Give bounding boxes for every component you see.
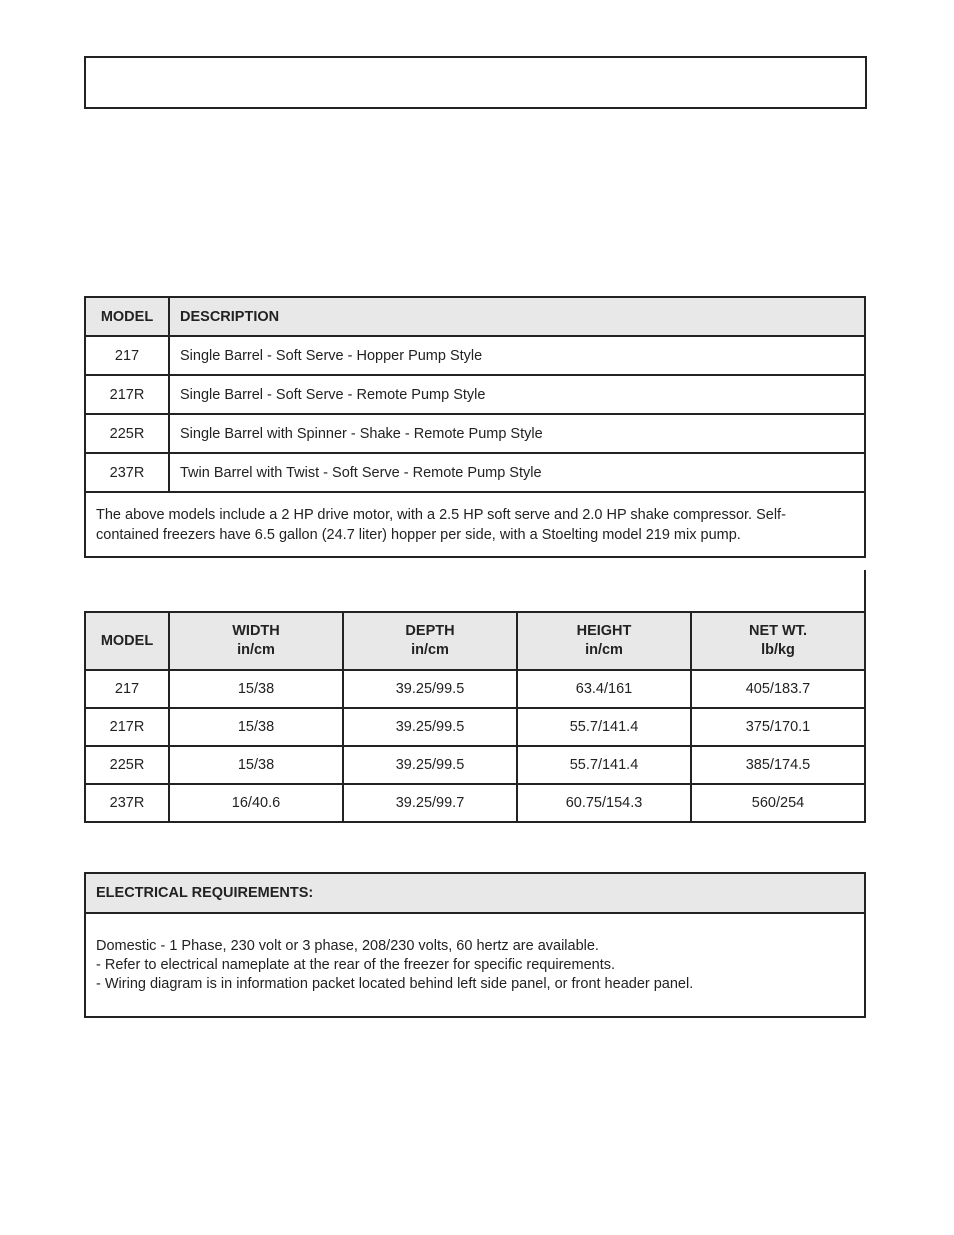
table-row bbox=[85, 708, 865, 746]
depth-column-header bbox=[343, 612, 517, 670]
table-row bbox=[85, 670, 865, 708]
netwt-cell: 405/183.7 bbox=[691, 670, 865, 708]
depth-header-label: DEPTH bbox=[405, 623, 455, 639]
height-column-header bbox=[517, 612, 691, 670]
electrical-requirements-table bbox=[84, 872, 866, 1018]
height-header-label: HEIGHT bbox=[576, 623, 632, 639]
table-row bbox=[85, 913, 865, 1017]
netwt-header-unit: lb/kg bbox=[761, 642, 795, 658]
depth-cell: 39.25/99.7 bbox=[343, 784, 517, 822]
height-cell: 55.7/141.4 bbox=[517, 708, 691, 746]
netwt-cell: 560/254 bbox=[691, 784, 865, 822]
description-cell: Single Barrel - Soft Serve - Remote Pump Style bbox=[169, 375, 865, 414]
model-cell: 237R bbox=[85, 453, 169, 492]
table-connector bbox=[864, 570, 866, 612]
width-cell: 15/38 bbox=[169, 670, 343, 708]
model-cell: 237R bbox=[85, 784, 169, 822]
depth-cell: 39.25/99.5 bbox=[343, 670, 517, 708]
table-row bbox=[85, 746, 865, 784]
model-column-header: MODEL bbox=[85, 297, 169, 336]
netwt-header-label: NET WT. bbox=[749, 623, 807, 639]
description-cell: Single Barrel with Spinner - Shake - Remote Pump Style bbox=[169, 414, 865, 453]
model-cell: 225R bbox=[85, 414, 169, 453]
description-cell: Twin Barrel with Twist - Soft Serve - Remote Pump Style bbox=[169, 453, 865, 492]
netwt-column-header bbox=[691, 612, 865, 670]
model-cell: 217 bbox=[85, 670, 169, 708]
title-box bbox=[84, 56, 867, 109]
note-row bbox=[85, 492, 865, 557]
description-column-header: DESCRIPTION bbox=[169, 297, 865, 336]
electrical-line: Domestic - 1 Phase, 230 volt or 3 phase, 208/230 volts, 60 hertz are available. bbox=[96, 937, 599, 954]
width-header-label: WIDTH bbox=[232, 623, 280, 639]
description-cell: Single Barrel - Soft Serve - Hopper Pump Style bbox=[169, 336, 865, 375]
model-cell: 217 bbox=[85, 336, 169, 375]
model-cell: 225R bbox=[85, 746, 169, 784]
height-header-unit: in/cm bbox=[585, 642, 623, 658]
electrical-heading: ELECTRICAL REQUIREMENTS: bbox=[85, 873, 865, 913]
model-column-header: MODEL bbox=[85, 612, 169, 670]
height-cell: 63.4/161 bbox=[517, 670, 691, 708]
netwt-cell: 375/170.1 bbox=[691, 708, 865, 746]
width-cell: 16/40.6 bbox=[169, 784, 343, 822]
table-header-row bbox=[85, 612, 865, 670]
table-header-row bbox=[85, 297, 865, 336]
table-row bbox=[85, 784, 865, 822]
table-row bbox=[85, 375, 865, 414]
models-note-line: The above models include a 2 HP drive motor, with a 2.5 HP soft serve and 2.0 HP shake compressor. Self- bbox=[96, 506, 786, 523]
electrical-line: - Refer to electrical nameplate at the rear of the freezer for specific requirements. bbox=[96, 956, 616, 973]
model-cell: 217R bbox=[85, 708, 169, 746]
table-row bbox=[85, 453, 865, 492]
table-header-row bbox=[85, 873, 865, 913]
netwt-cell: 385/174.5 bbox=[691, 746, 865, 784]
depth-header-unit: in/cm bbox=[411, 642, 449, 658]
electrical-details bbox=[85, 913, 865, 1017]
table-row bbox=[85, 336, 865, 375]
depth-cell: 39.25/99.5 bbox=[343, 708, 517, 746]
width-header-unit: in/cm bbox=[237, 642, 275, 658]
models-note bbox=[85, 492, 865, 557]
dimensions-table bbox=[84, 611, 866, 823]
height-cell: 60.75/154.3 bbox=[517, 784, 691, 822]
width-cell: 15/38 bbox=[169, 708, 343, 746]
models-note-line: contained freezers have 6.5 gallon (24.7 liter) hopper per side, with a Stoelting model 219 mix pump. bbox=[96, 526, 741, 543]
width-cell: 15/38 bbox=[169, 746, 343, 784]
table-row bbox=[85, 414, 865, 453]
models-table bbox=[84, 296, 866, 558]
height-cell: 55.7/141.4 bbox=[517, 746, 691, 784]
model-cell: 217R bbox=[85, 375, 169, 414]
depth-cell: 39.25/99.5 bbox=[343, 746, 517, 784]
electrical-line: - Wiring diagram is in information packet located behind left side panel, or front header panel. bbox=[96, 975, 694, 992]
width-column-header bbox=[169, 612, 343, 670]
